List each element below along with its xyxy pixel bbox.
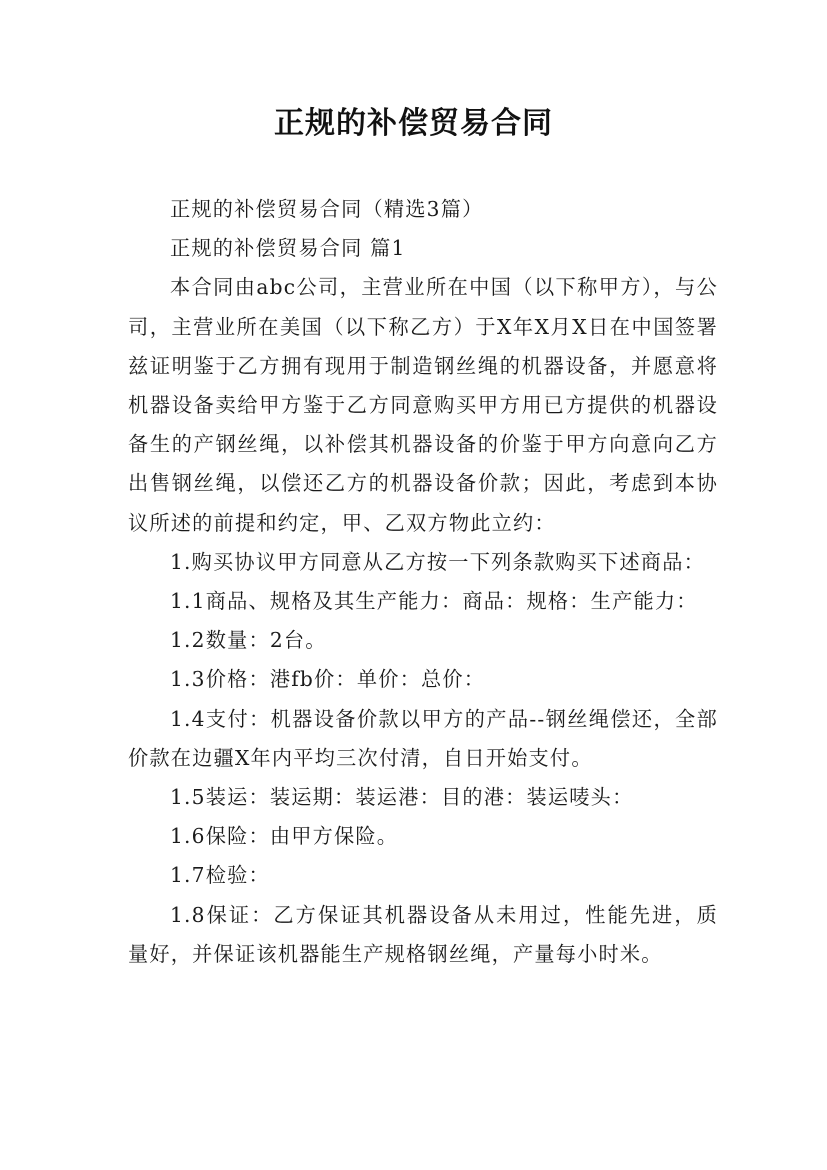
paragraph-clause-1-3: 1.3价格：港fb价：单价：总价： <box>170 667 486 692</box>
document-title: 正规的补偿贸易合同 <box>274 106 553 141</box>
paragraph-section-heading: 正规的补偿贸易合同 篇1 <box>170 236 406 261</box>
paragraph-clause-1-2: 1.2数量：2台。 <box>170 628 327 653</box>
paragraph-clause-1-7: 1.7检验： <box>170 863 270 888</box>
document-body <box>128 190 718 974</box>
paragraph-clause-1-8: 1.8保证：乙方保证其机器设备从未用过，性能先进，质量好，并保证该机器能生产规格钢丝绳，产量每小时米。 <box>128 902 718 966</box>
paragraph-clause-1-6: 1.6保险：由甲方保险。 <box>170 824 399 849</box>
paragraph-subtitle: 正规的补偿贸易合同（精选3篇） <box>170 197 484 221</box>
paragraph-clause-1: 1.购买协议甲方同意从乙方按一下列条款购买下述商品： <box>170 549 705 574</box>
paragraph-preamble: 本合同由abc公司，主营业所在中国（以下称甲方），与公司，主营业所在美国（以下称乙方）于X年X月X日在中国签署兹证明鉴于乙方拥有现用于制造钢丝绳的机器设备，并愿意将机器设备卖给甲方鉴于乙方同意购买甲方用已方提供的机器设备生的产钢丝绳，以补偿其机器设备的价鉴于甲方向意向乙方出售钢丝绳，以偿还乙方的机器设备价款；因此，考虑到本协议所述的前提和约定，甲、乙双方物此立约： <box>128 275 718 535</box>
paragraph-clause-1-1: 1.1商品、规格及其生产能力：商品：规格：生产能力： <box>170 589 698 614</box>
paragraph-clause-1-4: 1.4支付：机器设备价款以甲方的产品--钢丝绳偿还，全部价款在边疆X年内平均三次付清，自日开始支付。 <box>128 706 718 770</box>
paragraph-clause-1-5: 1.5装运：装运期：装运港：目的港：装运唛头： <box>170 785 634 810</box>
